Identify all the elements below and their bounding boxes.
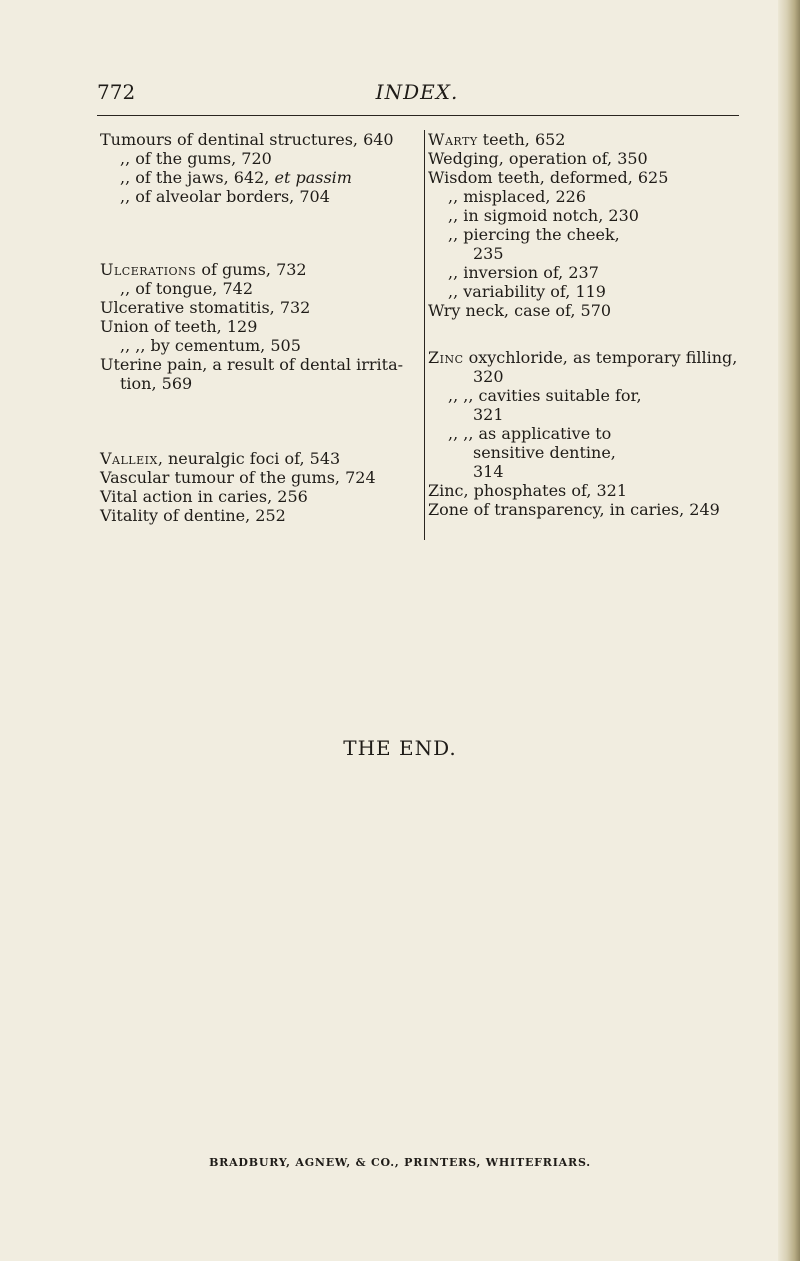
index-column-left [100,130,418,525]
spacer [100,393,418,449]
index-entry: Zone of transparency, in caries, 249 [428,500,720,519]
index-subentry [100,168,418,187]
index-entry: Union of teeth, 129 [100,317,258,336]
page-number: 772 [97,80,136,104]
entry-head: Warty [428,130,478,149]
entry-head: Valleix [100,449,158,468]
index-entry: Tumours of dentinal structures, 640 [100,130,394,149]
index-entry: Ulcerative stomatitis, 732 [100,298,311,317]
index-entry [100,449,418,468]
book-spine-edge [778,0,800,1261]
running-head: INDEX. [375,80,459,104]
index-subentry: ,, piercing the cheek, [448,225,620,244]
index-entry: Vital action in caries, 256 [100,487,308,506]
index-subentry: ,, of alveolar borders, 704 [120,187,330,206]
index-entry-continuation: 235 [473,244,504,263]
index-subentry: ,, ,, cavities suitable for, [448,386,642,405]
index-entry: Wry neck, case of, 570 [428,301,612,320]
header-rule [97,115,739,116]
index-entry [428,348,740,367]
passim-note: et passim [274,168,352,187]
index-subentry: ,, of the gums, 720 [120,149,272,168]
index-subentry: ,, misplaced, 226 [448,187,587,206]
index-entry: Vitality of dentine, 252 [100,506,286,525]
index-subentry: ,, ,, as applicative to [448,424,612,443]
index-subentry: ,, inversion of, 237 [448,263,599,282]
entry-text: of gums, 732 [196,260,307,279]
subentry-text: ,, of the jaws, 642, [120,168,275,187]
index-entry: Uterine pain, a result of dental irrita- [100,355,404,374]
index-entry: Zinc, phosphates of, 321 [428,481,628,500]
the-end: THE END. [343,736,457,760]
entry-head: Zinc [428,348,464,367]
entry-text: teeth, 652 [477,130,566,149]
index-subentry: ,, variability of, 119 [448,282,606,301]
index-subentry: ,, ,, by cementum, 505 [120,336,301,355]
index-column-right [428,130,740,519]
printer-imprint: BRADBURY, AGNEW, & CO., PRINTERS, WHITEFRIARS. [209,1156,591,1169]
index-entry-continuation: 321 [473,405,504,424]
column-divider [424,130,425,540]
index-entry-continuation: 314 [473,462,504,481]
index-entry-continuation: 320 [473,367,504,386]
page-header [97,80,737,106]
index-entry [100,260,418,279]
index-entry-continuation: sensitive dentine, [473,443,616,462]
entry-text: , neuralgic foci of, 543 [157,449,341,468]
index-entry [428,130,740,149]
spacer [428,320,740,348]
index-entry: Vascular tumour of the gums, 724 [100,468,376,487]
index-subentry: ,, of tongue, 742 [120,279,253,298]
index-entry: Wedging, operation of, 350 [428,149,648,168]
index-entry-continuation: tion, 569 [120,374,193,393]
index-subentry: ,, in sigmoid notch, 230 [448,206,639,225]
spacer [100,206,418,260]
entry-head: Ulcerations [100,260,197,279]
index-entry: Wisdom teeth, deformed, 625 [428,168,669,187]
entry-text: oxychloride, as temporary filling, [463,348,738,367]
